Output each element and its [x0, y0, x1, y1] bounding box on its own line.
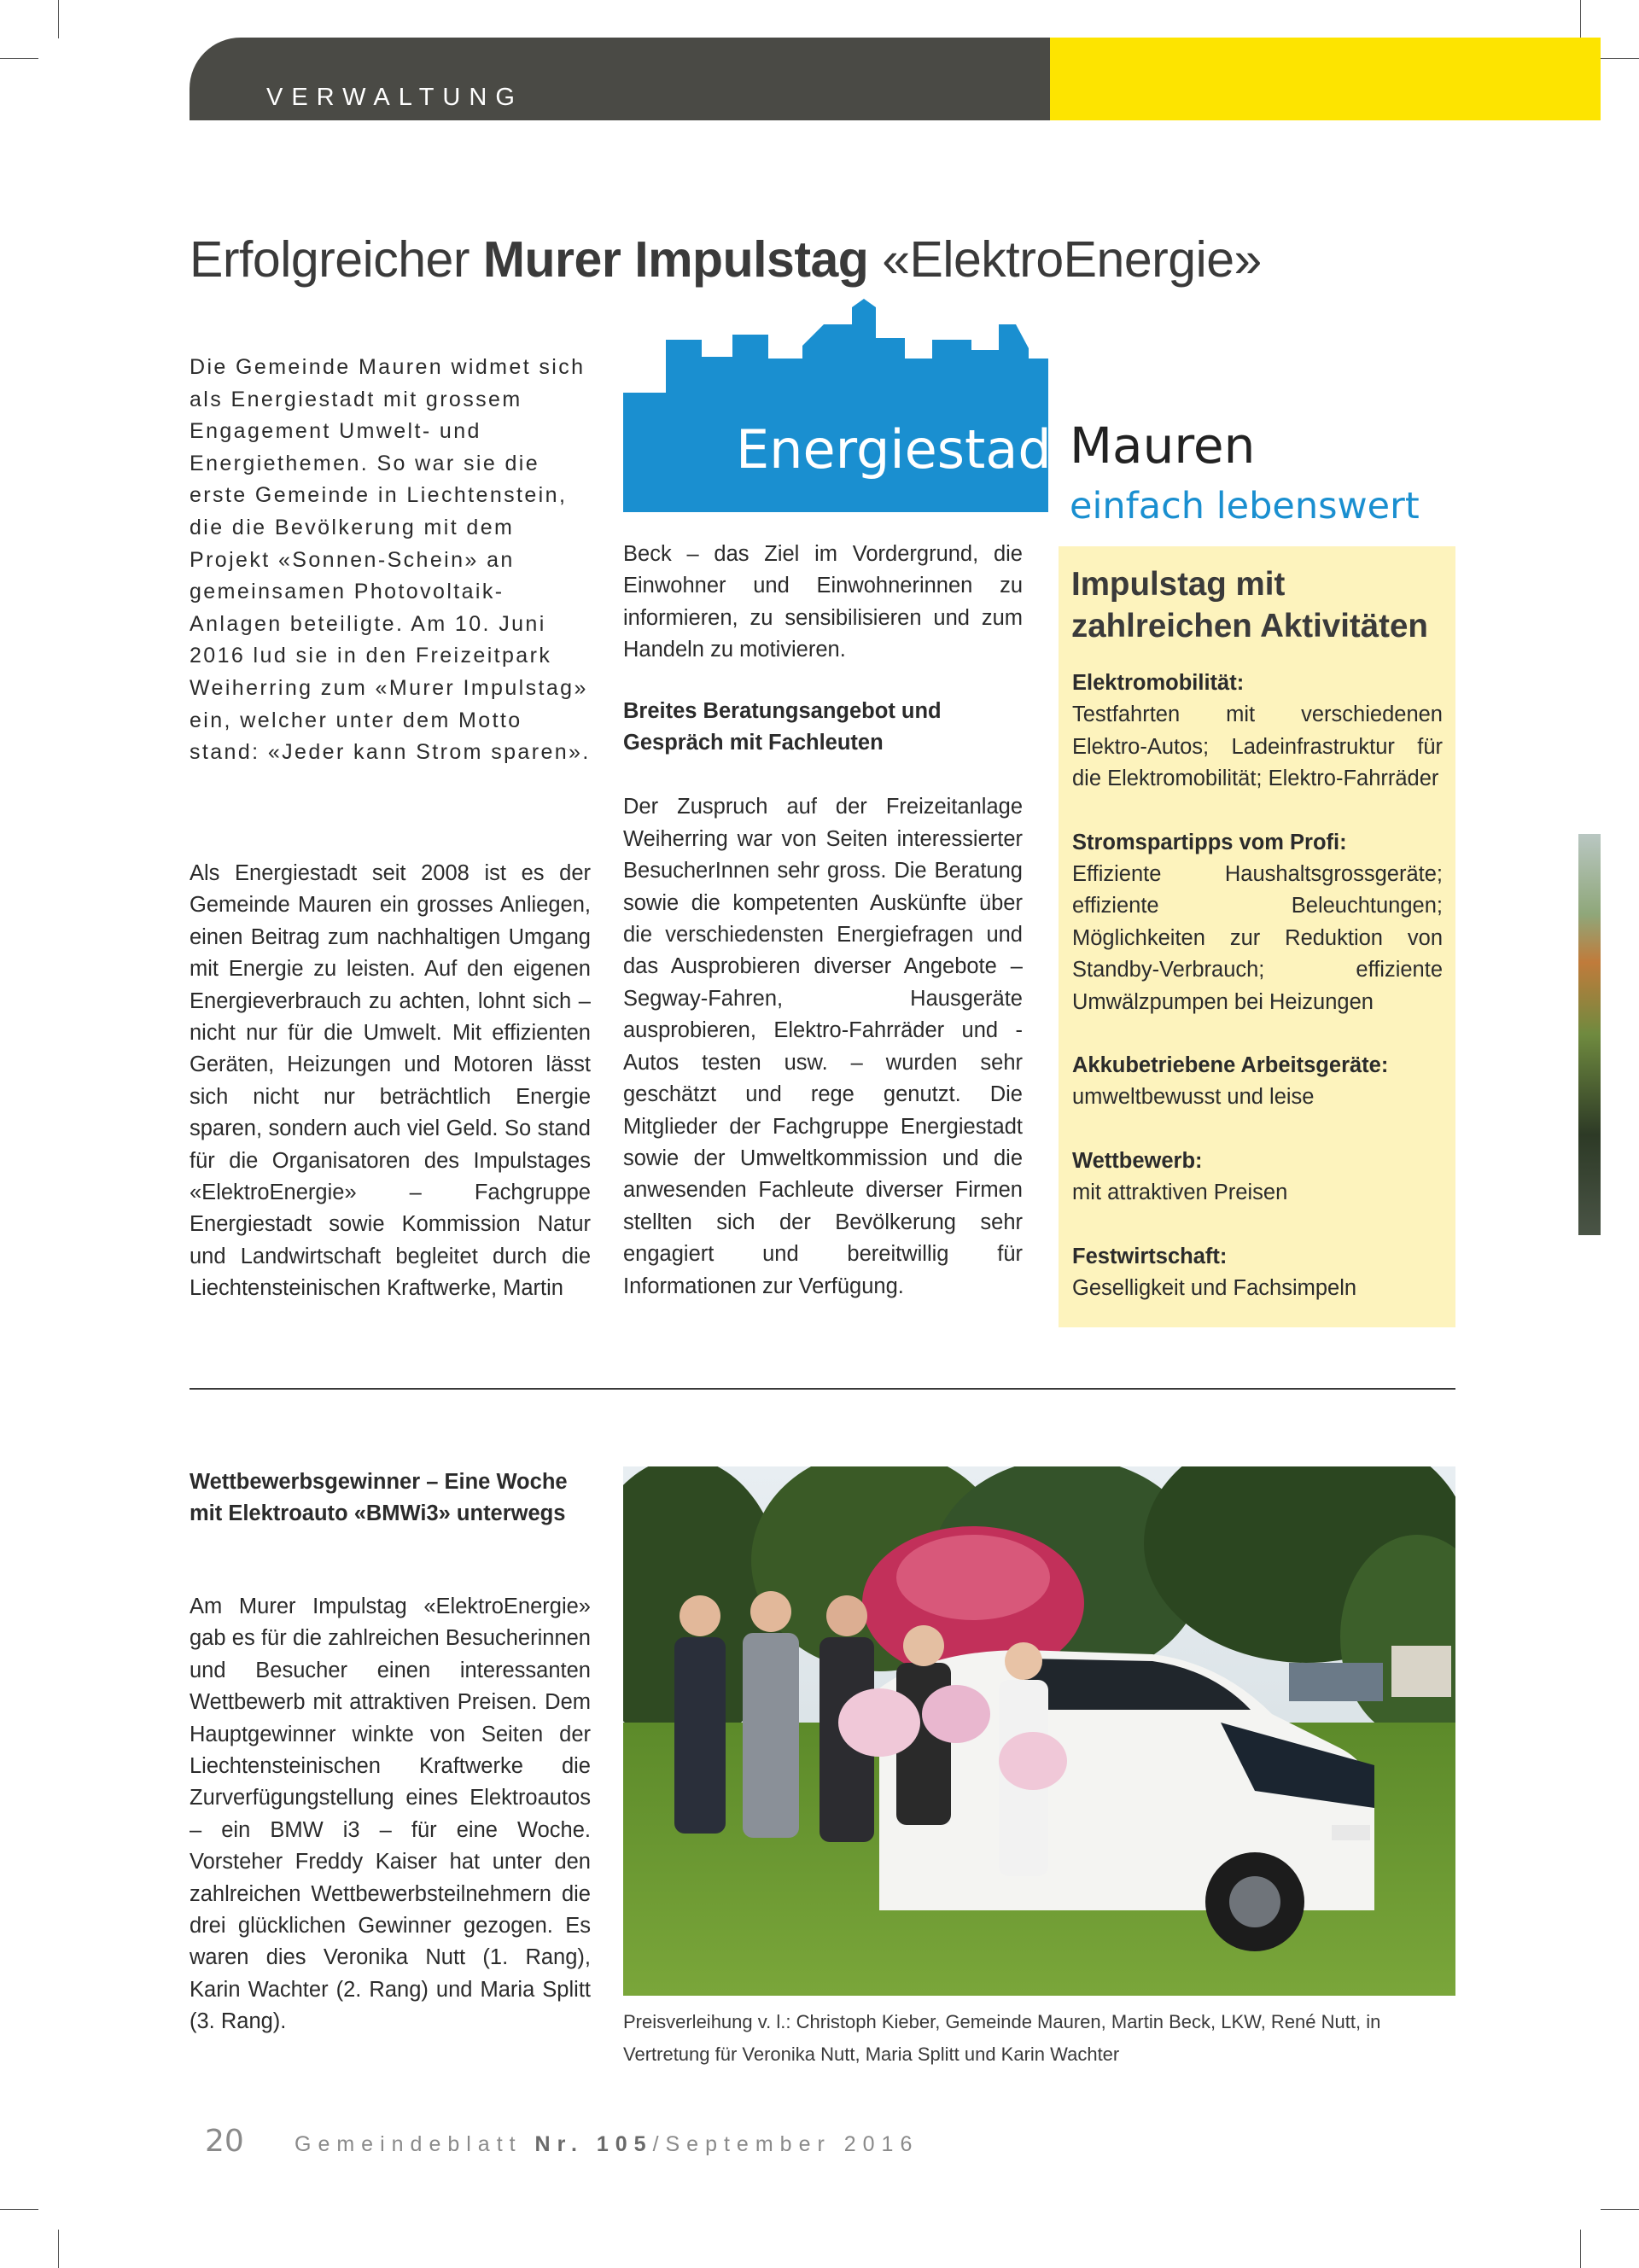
crop-mark: [0, 2209, 38, 2210]
page-number: 20: [205, 2124, 244, 2159]
logo-town: Mauren: [1070, 417, 1256, 475]
crop-mark: [58, 0, 59, 38]
adjacent-page-photo-strip: [1578, 834, 1601, 1235]
crop-mark: [0, 58, 38, 59]
info-box-title: Impulstag mit zahlreichen Aktivitäten: [1071, 566, 1428, 644]
section-divider: [190, 1388, 1455, 1390]
info-item-head: Elektromobilität:: [1072, 671, 1245, 695]
photo-caption: Preisverleihung v. l.: Christoph Kieber, Gemeinde Mauren, Martin Beck, LKW, René Nutt, in Vertretung für Veronika Nutt, Maria Splitt und Karin Wachter: [623, 2011, 1381, 2065]
info-item-head: Akkubetriebene Arbeitsgeräte:: [1072, 1053, 1389, 1078]
crop-mark: [1580, 2230, 1581, 2268]
article-column-2: Beck – das Ziel im Vordergrund, die Einwohner und Einwohnerinnen zu informieren, zu sensibilisieren und zum Handeln zu motivieren. Breites Beratungsangebot und Gespräch mit Fachleuten Der Zuspruch auf der Freizeitanlage Weiherring war von Seiten interessierter BesucherInnen sehr gross. Die Beratung sowie die kompetenten Auskünfte über die verschiedensten Energiefragen und das Ausprobieren diverser Angebote – Segway-Fahren, Hausgeräte ausprobieren, Elektro-Fahrräder und -Autos testen usw. – wurden sehr geschätzt und rege genutzt. Die Mitglieder der Fachgruppe Energiestadt sowie der Umweltkommission und die anwesenden Fachleute diverser Firmen stellten sich der Bevölkerung sehr engagiert und bereitwillig für Informationen zur Verfügung.: [623, 542, 1023, 1298]
info-item-body: Geselligkeit und Fachsimpeln: [1072, 1276, 1357, 1301]
info-box-list: [1072, 668, 1443, 1305]
crop-mark: [58, 2230, 59, 2268]
subheading: Breites Beratungsangebot und Gespräch mit Fachleuten: [623, 698, 942, 755]
article-column-1: Als Energiestadt seit 2008 ist es der Gemeinde Mauren ein grosses Anliegen, einen Beitrag zum nachhaltigen Umgang mit Energie zu leisten. Auf den eigenen Energieverbrauch zu achten, lohnt sich – nicht nur für die Umwelt. Mit effizienten Geräten, Heizungen und Motoren lässt sich nicht nur beträchtlich Energie sparen, sondern auch viel Geld. So stand für die Organisatoren des Impulstages «ElektroEnergie» – Fachgruppe Energiestadt sowie Kommission Natur und Landwirtschaft begleitet durch die Liechtensteinischen Kraftwerke, Martin: [190, 861, 591, 1301]
info-item-head: Wettbewerb:: [1072, 1148, 1203, 1173]
article-title: Erfolgreicher Murer Impulstag «ElektroEnergie»: [190, 231, 1262, 288]
logo-slogan: einfach lebenswert: [1070, 485, 1420, 528]
contest-text: Am Murer Impulstag «ElektroEnergie» gab es für die zahlreichen Besucherinnen und Besucher einen interessanten Wettbewerb mit attraktiven Preisen. Dem Hauptgewinner winkte von Seiten der Liechtensteinischen Kraftwerke die Zurverfügungstellung eines Elektroautos – ein BMW i3 – für eine Woche. Vorsteher Freddy Kaiser hat unter den zahlreichen Wettbewerbsteilnehmern die drei glücklichen Gewinner gezogen. Es waren dies Veronika Nutt (1. Rang), Karin Wachter (2. Rang) und Maria Splitt (3. Rang).: [190, 1595, 591, 2034]
crop-mark: [1601, 2209, 1639, 2210]
info-item-body: umweltbewusst und leise: [1072, 1085, 1315, 1110]
info-item-body: Effiziente Haushaltsgrossgeräte; effiziente Beleuchtungen; Möglichkeiten zur Reduktion von Standby-Verbrauch; effiziente Umwälzpumpen bei Heizungen: [1072, 862, 1443, 1014]
header-accent: [1050, 38, 1601, 120]
info-item-head: Stromspartipps vom Profi:: [1072, 830, 1347, 854]
crop-mark: [1580, 0, 1581, 38]
info-item-body: mit attraktiven Preisen: [1072, 1181, 1288, 1205]
info-item-head: Festwirtschaft:: [1072, 1244, 1228, 1268]
crop-mark: [1601, 58, 1639, 59]
info-item-body: Testfahrten mit verschiedenen Elektro-Autos; Ladeinfrastruktur für die Elektromobilität; Elektro-Fahrräder: [1072, 703, 1443, 791]
logo-word: Energiestadt: [736, 418, 1073, 481]
section-label: VERWALTUNG: [266, 84, 523, 111]
contest-heading: Wettbewerbsgewinner – Eine Woche mit Elektroauto «BMWi3» unterwegs: [190, 1470, 568, 1526]
award-photo: [623, 1466, 1455, 1996]
publication-footer: Gemeindeblatt Nr. 105/September 2016: [295, 2132, 919, 2156]
intro-text: Die Gemeinde Mauren widmet sich als Energiestadt mit grossem Engagement Umwelt- und Energiethemen. So war sie die erste Gemeinde in Liechtenstein, die die Bevölkerung mit dem Projekt «Sonnen-Schein» an gemeinsamen Photovoltaik-Anlagen beteiligte. Am 10. Juni 2016 lud sie in den Freizeitpark Weiherring zum «Murer Impulstag» ein, welcher unter dem Motto stand: «Jeder kann Strom sparen».: [190, 355, 591, 765]
